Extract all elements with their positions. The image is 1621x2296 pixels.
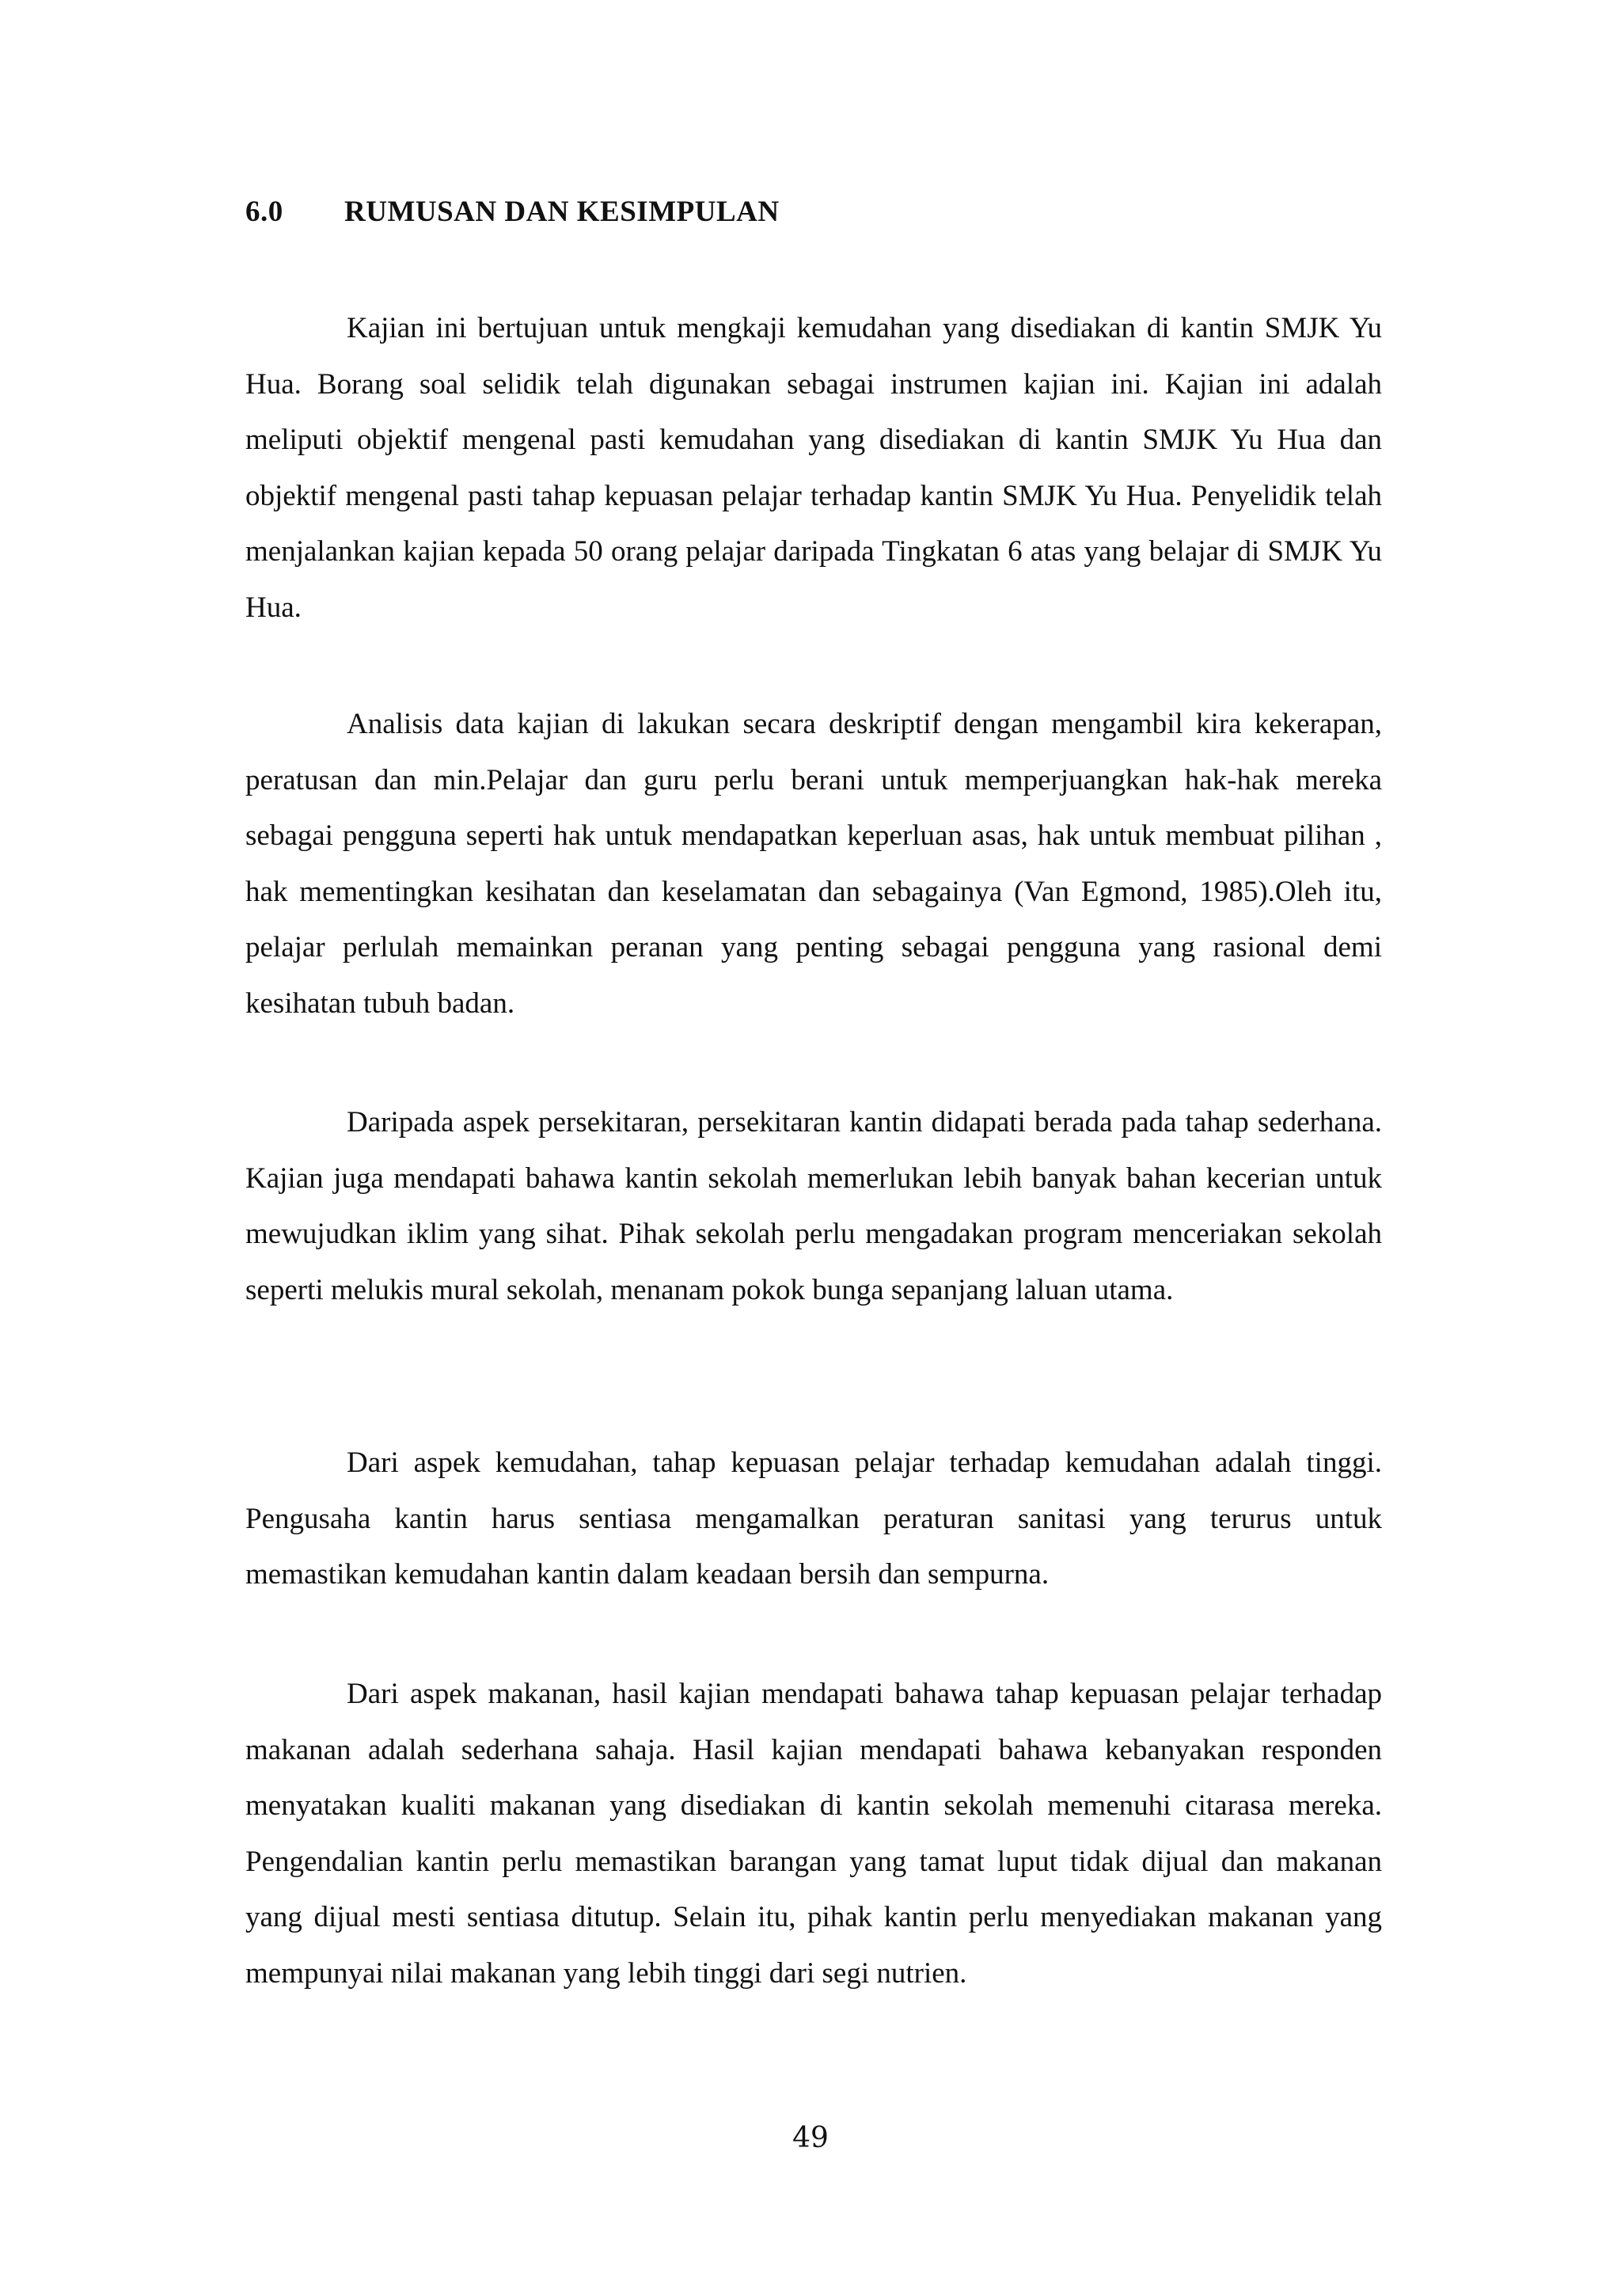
section-title: RUMUSAN DAN KESIMPULAN xyxy=(344,196,780,228)
paragraph-text: Daripada aspek persekitaran, persekitaran kantin didapati berada pada tahap sederhana. Kajian juga mendapati bahawa kantin sekolah memerlukan lebih banyak bahan kecerian untuk mewujudkan iklim yang sihat. Pihak sekolah perlu mengadakan program menceriakan sekolah seperti melukis mural sekolah, menanam pokok bunga sepanjang laluan utama. xyxy=(245,1106,1382,1306)
paragraph-food xyxy=(245,1667,1382,2001)
paragraph-environment xyxy=(245,1095,1382,1318)
section-number: 6.0 xyxy=(245,196,283,228)
paragraph-text: Dari aspek makanan, hasil kajian mendapati bahawa tahap kepuasan pelajar terhadap makanan adalah sederhana sahaja. Hasil kajian mendapati bahawa kebanyakan responden menyatakan kualiti makanan yang disediakan di kantin sekolah memenuhi citarasa mereka. Pengendalian kantin perlu memastikan barangan yang tamat luput tidak dijual dan makanan yang dijual mesti sentiasa ditutup. Selain itu, pihak kantin perlu menyediakan makanan yang mempunyai nilai makanan yang lebih tinggi dari segi nutrien. xyxy=(245,1678,1382,1990)
paragraph-analysis xyxy=(245,697,1382,1032)
paragraph-text: Analisis data kajian di lakukan secara deskriptif dengan mengambil kira kekerapan, peratusan dan min.Pelajar dan guru perlu berani untuk memperjuangkan hak-hak mereka sebagai pengguna seperti hak untuk mendapatkan keperluan asas, hak untuk membuat pilihan , hak mementingkan kesihatan dan keselamatan dan sebagainya (Van Egmond, 1985).Oleh itu, pelajar perlulah memainkan peranan yang penting sebagai pengguna yang rasional demi kesihatan tubuh badan. xyxy=(245,708,1382,1020)
page-number: 49 xyxy=(792,2122,829,2154)
paragraph-text: Dari aspek kemudahan, tahap kepuasan pelajar terhadap kemudahan adalah tinggi. Pengusaha kantin harus sentiasa mengamalkan peraturan sanitasi yang terurus untuk memastikan kemudahan kantin dalam keadaan bersih dan sempurna. xyxy=(245,1446,1382,1591)
paragraph-facilities xyxy=(245,1435,1382,1603)
section-heading xyxy=(245,195,780,229)
paragraph-text: Kajian ini bertujuan untuk mengkaji kemudahan yang disediakan di kantin SMJK Yu Hua. Borang soal selidik telah digunakan sebagai instrumen kajian ini. Kajian ini adalah meliputi objektif mengenal pasti kemudahan yang disediakan di kantin SMJK Yu Hua dan objektif mengenal pasti tahap kepuasan pelajar terhadap kantin SMJK Yu Hua. Penyelidik telah menjalankan kajian kepada 50 orang pelajar daripada Tingkatan 6 atas yang belajar di SMJK Yu Hua. xyxy=(245,312,1382,624)
paragraph-objective xyxy=(245,301,1382,636)
